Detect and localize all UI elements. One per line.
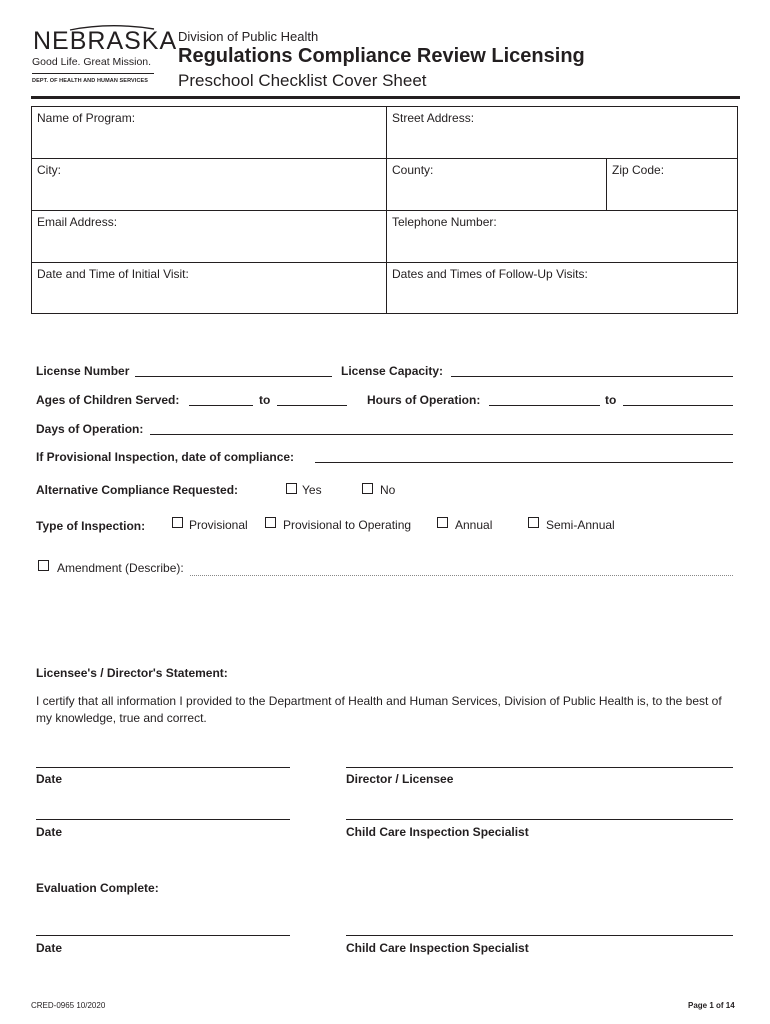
provisional-date-label: If Provisional Inspection, date of compliance: (36, 450, 295, 464)
type-of-inspection-label: Type of Inspection: (36, 519, 146, 533)
semi-annual-checkbox[interactable] (528, 517, 539, 528)
days-of-operation-label: Days of Operation: (36, 422, 144, 436)
date-label-1: Date (36, 772, 63, 786)
annual-checkbox[interactable] (437, 517, 448, 528)
header-rule (31, 96, 740, 99)
follow-up-visits-field[interactable]: Dates and Times of Follow-Up Visits: (392, 267, 588, 281)
hours-to-label: to (605, 393, 617, 407)
initial-visit-field[interactable]: Date and Time of Initial Visit: (32, 263, 387, 313)
specialist-signature-line-1[interactable] (346, 819, 733, 820)
program-info-table (31, 106, 738, 314)
alt-compliance-yes-checkbox[interactable] (286, 483, 297, 494)
street-address-field[interactable]: Street Address: (387, 107, 737, 159)
certification-statement: I certify that all information I provided to the Department of Health and Human Services, Division of Public Health is, to the best of my knowledge, true and correct. (36, 694, 722, 725)
specialist-label-2: Child Care Inspection Specialist (346, 941, 529, 955)
alt-compliance-yes-label: Yes (302, 483, 322, 497)
director-licensee-signature-line[interactable] (346, 767, 733, 768)
form-code: CRED-0965 10/2020 (31, 1001, 106, 1010)
hours-from-input[interactable] (489, 405, 600, 406)
telephone-number-field[interactable]: Telephone Number: (387, 211, 737, 263)
specialist-signature-line-2[interactable] (346, 935, 733, 936)
nebraska-logo-wordmark: NEBRASKA (33, 27, 178, 55)
alt-compliance-no-checkbox[interactable] (362, 483, 373, 494)
date-signature-line-2[interactable] (36, 819, 290, 820)
license-capacity-label: License Capacity: (341, 364, 444, 378)
provisional-date-input[interactable] (315, 462, 733, 463)
specialist-label-1: Child Care Inspection Specialist (346, 825, 529, 839)
semi-annual-label: Semi-Annual (546, 518, 615, 532)
amendment-checkbox[interactable] (38, 560, 49, 571)
amendment-description-input[interactable] (190, 575, 733, 576)
hours-to-input[interactable] (623, 405, 733, 406)
provisional-to-operating-label: Provisional to Operating (283, 518, 412, 532)
date-signature-line-1[interactable] (36, 767, 290, 768)
ages-from-input[interactable] (189, 405, 253, 406)
amendment-label: Amendment (Describe): (57, 561, 184, 575)
evaluation-complete-label: Evaluation Complete: (36, 881, 159, 895)
page-number: Page 1 of 14 (688, 1001, 735, 1010)
provisional-to-operating-checkbox[interactable] (265, 517, 276, 528)
hours-of-operation-label: Hours of Operation: (367, 393, 481, 407)
name-of-program-field[interactable]: Name of Program: (32, 107, 387, 159)
date-label-3: Date (36, 941, 63, 955)
county-field[interactable]: County: (387, 159, 607, 211)
alt-compliance-no-label: No (380, 483, 396, 497)
license-capacity-input[interactable] (451, 376, 733, 377)
division-name: Division of Public Health (178, 29, 319, 44)
provisional-checkbox[interactable] (172, 517, 183, 528)
logo-dept-name: DEPT. OF HEALTH AND HUMAN SERVICES (32, 78, 149, 84)
date-label-2: Date (36, 825, 63, 839)
ages-to-label: to (259, 393, 271, 407)
logo-divider (32, 73, 154, 74)
email-address-field[interactable]: Email Address: (32, 211, 387, 263)
zip-code-field[interactable]: Zip Code: (607, 159, 737, 211)
days-of-operation-input[interactable] (150, 434, 733, 435)
alt-compliance-label: Alternative Compliance Requested: (36, 483, 239, 497)
ages-served-label: Ages of Children Served: (36, 393, 180, 407)
date-signature-line-3[interactable] (36, 935, 290, 936)
logo-tagline: Good Life. Great Mission. (32, 56, 152, 68)
page-subtitle: Preschool Checklist Cover Sheet (178, 71, 427, 90)
annual-label: Annual (455, 518, 493, 532)
page-title: Regulations Compliance Review Licensing (178, 45, 585, 67)
ages-to-input[interactable] (277, 405, 347, 406)
statement-heading: Licensee's / Director's Statement: (36, 666, 228, 680)
provisional-label: Provisional (189, 518, 248, 532)
director-licensee-label: Director / Licensee (346, 772, 454, 786)
license-number-input[interactable] (135, 376, 332, 377)
license-number-label: License Number (36, 364, 130, 378)
city-field[interactable]: City: (32, 159, 387, 211)
